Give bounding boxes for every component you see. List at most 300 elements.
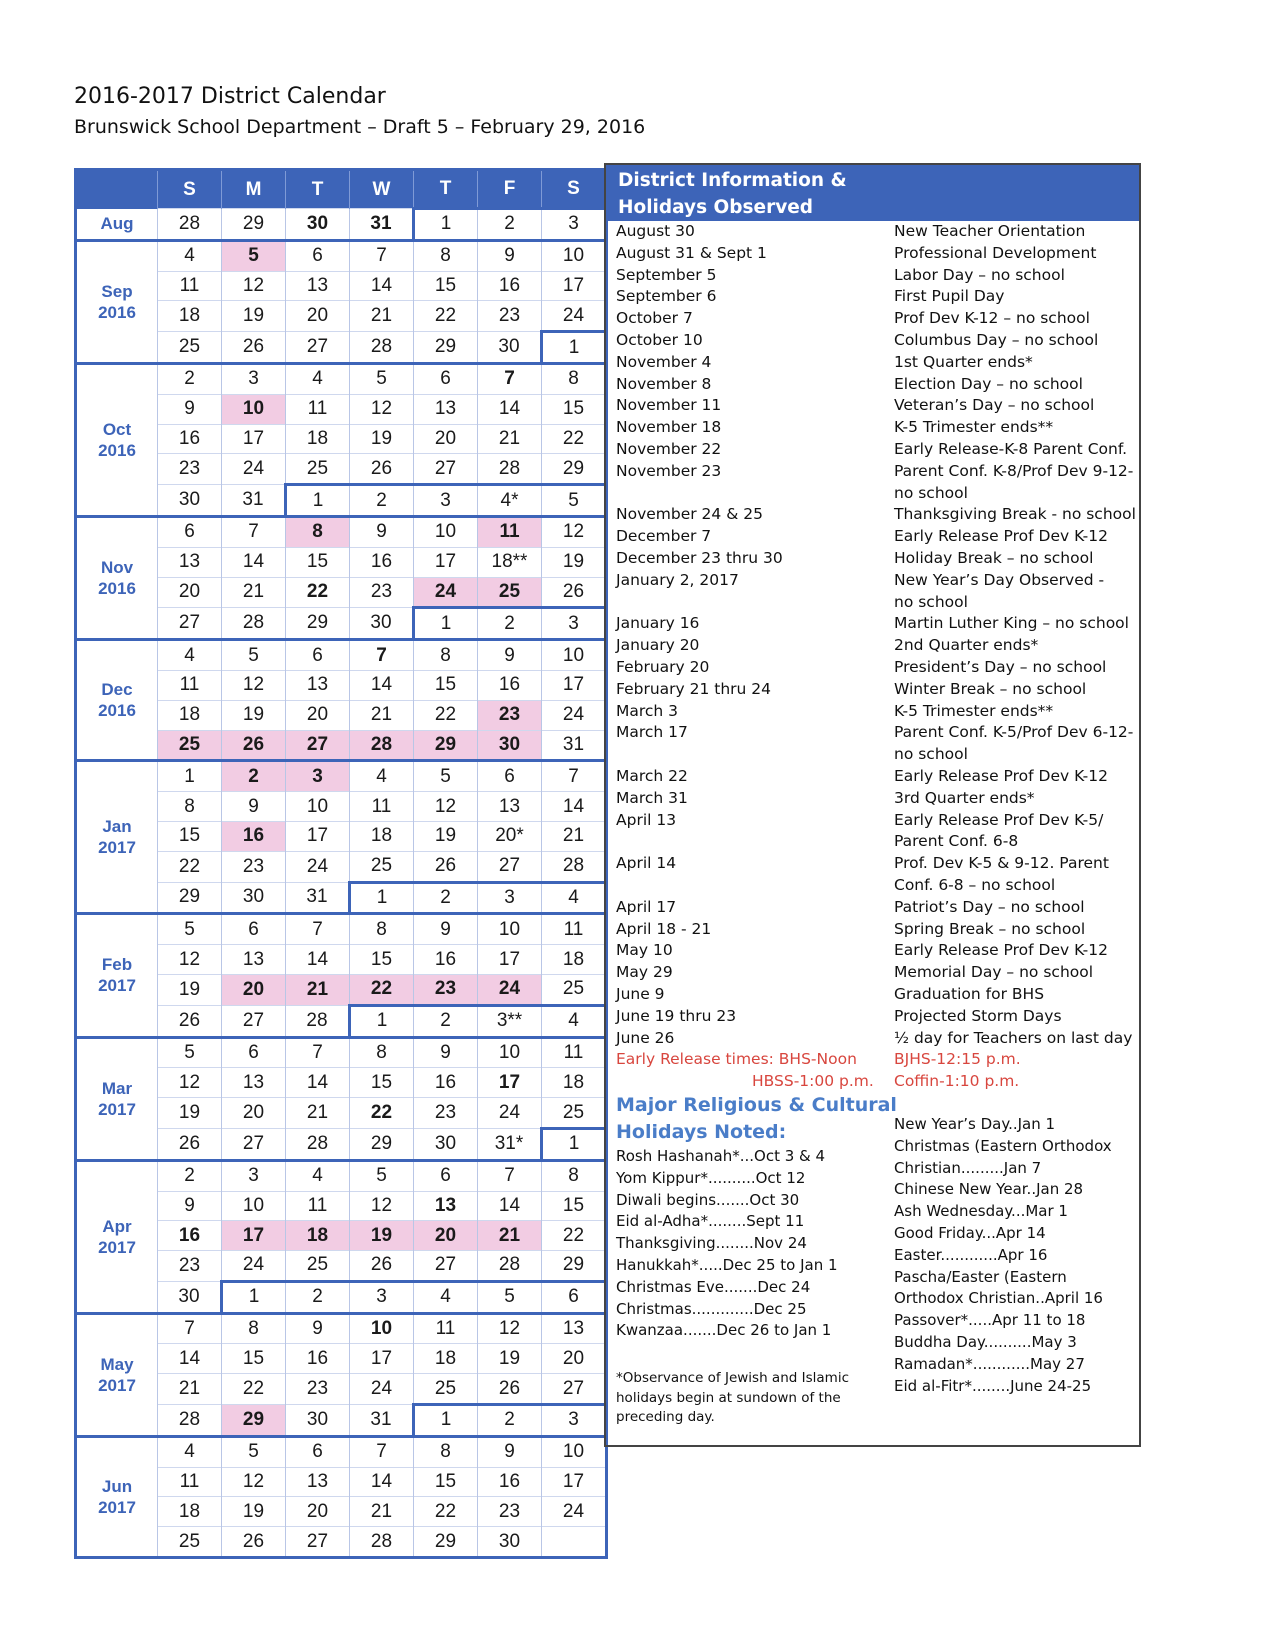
calendar-day: 22 [286,577,350,608]
calendar-day: 27 [158,608,222,640]
calendar-day: 16 [350,547,414,577]
calendar-day: 29 [222,1405,286,1437]
calendar-day: 4 [542,1005,607,1037]
calendar-day: 27 [286,332,350,364]
calendar-day: 16 [478,670,542,700]
calendar-day: 13 [414,394,478,424]
event-date: November 24 & 25 [616,505,763,524]
calendar-day: 23 [478,700,542,730]
event-date: January 20 [616,636,700,655]
calendar-day: 19 [350,1221,414,1251]
note-line: preceding day. [616,1409,715,1425]
calendar-day: 8 [542,1160,607,1191]
event-date: March 22 [616,767,688,785]
calendar-day: 30 [478,730,542,761]
event-date: November 23 [616,461,722,480]
religious-holidays-heading [616,1092,897,1146]
calendar-day: 14 [478,1191,542,1221]
calendar-day: 3 [222,1160,286,1191]
calendar-day: 20* [478,821,542,851]
calendar-day: 9 [414,1037,478,1068]
calendar-day: 13 [414,1191,478,1221]
calendar-day: 14 [286,945,350,975]
calendar-day: 23 [222,851,286,882]
calendar-day: 14 [350,670,414,700]
page-title: 2016-2017 District Calendar [74,84,386,109]
calendar-day: 16 [414,1068,478,1098]
calendar-day: 27 [222,1128,286,1160]
calendar-day: 15 [286,547,350,577]
calendar-day: 26 [158,1128,222,1160]
month-label: Apr 2017 [76,1160,158,1313]
calendar-day: 2 [286,1281,350,1313]
early-release-text: BJHS-12:15 p.m. [894,1050,1021,1068]
calendar-day: 4 [286,1160,350,1191]
calendar-day: 29 [222,209,286,241]
note-line: holidays begin at sundown of the [616,1389,841,1406]
calendar-day: 9 [478,640,542,671]
calendar-day: 5 [478,1281,542,1313]
calendar-day: 14 [478,394,542,424]
calendar-day: 20 [286,700,350,730]
religious-holiday: Christmas.............Dec 25 [616,1299,807,1318]
calendar-day: 5 [222,240,286,271]
event-description: Thanksgiving Break - no school [894,505,1136,524]
calendar-day: 26 [414,851,478,882]
calendar-day: 22 [350,974,414,1005]
calendar-day: 29 [414,1527,478,1558]
calendar-day: 27 [478,851,542,882]
calendar-day: 5 [222,1436,286,1467]
calendar-day: 9 [222,792,286,822]
calendar-day: 7 [286,914,350,945]
calendar-day: 30 [222,882,286,914]
calendar-day: 1 [414,209,478,241]
calendar-day: 25 [158,332,222,364]
calendar-day: 15 [222,1344,286,1374]
calendar-day: 7 [286,1037,350,1068]
calendar-day: 1 [286,485,350,517]
month-label: Feb 2017 [76,914,158,1037]
event-date: January 16 [616,614,700,633]
calendar-day: 29 [542,1251,607,1282]
calendar-day: 24 [542,301,607,332]
calendar-day: 6 [158,516,222,547]
event-description: Prof. Dev K-5 & 9-12. Parent [894,854,1109,873]
calendar-day: 21 [478,424,542,454]
month-label: Aug [76,209,158,241]
calendar-day: 24 [542,1497,607,1527]
calendar-day: 19 [414,821,478,851]
district-info-heading [606,165,1139,221]
event-description: First Pupil Day [894,287,1005,306]
religious-holiday: Passover*.....Apr 11 to 18 [894,1311,1086,1330]
calendar-day: 19 [350,424,414,454]
event-date: November 22 [616,440,722,458]
calendar-day: 10 [542,240,607,271]
calendar-day: 29 [350,1128,414,1160]
calendar-day: 26 [542,577,607,608]
calendar-day: 24 [222,454,286,485]
event-description: Memorial Day – no school [894,963,1094,982]
calendar-day: 4 [414,1281,478,1313]
calendar-day: 8 [414,640,478,671]
event-date: October 7 [616,309,693,328]
event-description: Election Day – no school [894,374,1083,393]
calendar-day: 22 [222,1374,286,1405]
religious-holiday: Eid al-Fitr*........June 24-25 [894,1376,1092,1395]
calendar-day: 6 [414,363,478,394]
calendar-day: 15 [350,945,414,975]
calendar-day: 20 [542,1344,607,1374]
religious-holiday: Eid al-Adha*........Sept 11 [616,1212,805,1231]
calendar-day: 3 [414,485,478,517]
event-date: April 18 - 21 [616,919,712,938]
calendar-day: 4 [542,882,607,914]
calendar-day: 17 [222,1221,286,1251]
event-date: September 5 [616,265,717,284]
calendar-day: 2 [414,1005,478,1037]
calendar-day: 1 [350,1005,414,1037]
weekday-header-row [76,170,607,209]
event-date: November 11 [616,396,722,415]
event-description: Projected Storm Days [894,1006,1062,1025]
calendar-day: 30 [158,1281,222,1313]
event-date: April 13 [616,810,677,829]
calendar-day: 19 [222,1497,286,1527]
event-date: August 30 [616,222,695,240]
weekday-header: T [286,170,350,209]
calendar-day: 25 [542,974,607,1005]
calendar-day: 15 [542,1191,607,1221]
calendar-day: 2 [478,608,542,640]
calendar-day: 21 [542,821,607,851]
calendar-day: 2 [350,485,414,517]
calendar-day: 16 [478,1467,542,1497]
calendar-day: 4 [158,640,222,671]
calendar-day: 18 [350,821,414,851]
calendar-day: 29 [542,454,607,485]
calendar-day: 28 [542,851,607,882]
event-date: April 14 [616,854,677,873]
week-row [76,761,607,792]
weekday-header: S [158,170,222,209]
calendar-day: 19 [542,547,607,577]
calendar-day: 31 [350,209,414,241]
calendar-day: 30 [414,1128,478,1160]
calendar-day: 3 [350,1281,414,1313]
calendar-day: 18 [286,424,350,454]
event-description: K-5 Trimester ends** [894,701,1054,720]
week-row [76,363,607,394]
calendar-day: 28 [478,454,542,485]
event-description: Patriot’s Day – no school [894,897,1085,916]
calendar-day: 11 [350,792,414,822]
calendar-day: 17 [478,945,542,975]
calendar-day: 1 [542,332,607,364]
calendar-day: 12 [542,516,607,547]
religious-holiday: Ash Wednesday...Mar 1 [894,1202,1068,1221]
calendar-day: 3 [222,363,286,394]
heading-line: Holidays Observed [618,197,814,218]
calendar-day: 13 [542,1313,607,1344]
week-row [76,1037,607,1068]
calendar-day: 18 [286,1221,350,1251]
religious-holiday: Buddha Day..........May 3 [894,1333,1077,1351]
event-description: 2nd Quarter ends* [894,636,1039,655]
calendar-day: 30 [158,485,222,517]
calendar-day: 25 [286,454,350,485]
weekday-header: M [222,170,286,209]
calendar-day: 7 [542,761,607,792]
calendar-day: 9 [414,914,478,945]
calendar-day: 13 [286,670,350,700]
calendar-day: 3 [542,1405,607,1437]
calendar-day: 18 [158,1497,222,1527]
event-description: Conf. 6-8 – no school [894,876,1056,894]
calendar-day: 16 [478,271,542,301]
calendar-day: 7 [350,240,414,271]
event-date: February 21 thru 24 [616,679,772,698]
calendar-day: 18 [542,945,607,975]
week-row [76,1160,607,1191]
calendar-day: 14 [350,1467,414,1497]
calendar-day: 17 [542,1467,607,1497]
calendar-day: 30 [478,1527,542,1558]
calendar-day: 5 [414,761,478,792]
calendar-day: 13 [222,945,286,975]
week-row [76,914,607,945]
calendar-day: 23 [350,577,414,608]
calendar-day: 30 [350,608,414,640]
calendar-day: 2 [158,363,222,394]
calendar-day: 27 [286,1527,350,1558]
event-description: no school [894,483,968,502]
calendar-day: 28 [286,1128,350,1160]
calendar-day: 12 [350,394,414,424]
note-line: *Observance of Jewish and Islamic [616,1370,849,1386]
calendar-day: 4 [158,1436,222,1467]
event-date: March 17 [616,723,688,742]
heading-line: Holidays Noted: [616,1121,787,1143]
calendar-day: 2 [478,209,542,241]
event-description: President’s Day – no school [894,658,1107,676]
calendar-day: 25 [542,1098,607,1129]
calendar-day: 10 [542,1436,607,1467]
calendar-day: 10 [286,792,350,822]
calendar-day: 16 [222,821,286,851]
calendar-day: 20 [222,974,286,1005]
calendar-day: 22 [542,1221,607,1251]
calendar-day: 5 [350,363,414,394]
calendar-day: 12 [222,670,286,700]
calendar-day: 1 [350,882,414,914]
calendar-day: 4 [350,761,414,792]
calendar-day: 19 [158,1098,222,1129]
calendar-day: 22 [542,424,607,454]
event-date: June 26 [616,1028,675,1047]
event-date: June 19 thru 23 [616,1006,737,1025]
month-label: Jun 2017 [76,1436,158,1557]
calendar-day: 9 [158,1191,222,1221]
event-description: New Year’s Day Observed - [894,570,1105,589]
calendar-day: 10 [350,1313,414,1344]
calendar-day: 22 [414,700,478,730]
calendar-day: 8 [286,516,350,547]
calendar-day: 7 [350,1436,414,1467]
calendar-day: 10 [222,394,286,424]
calendar-day: 8 [414,1436,478,1467]
calendar-day: 12 [222,1467,286,1497]
calendar-day: 9 [478,240,542,271]
calendar-day: 18 [414,1344,478,1374]
event-description: K-5 Trimester ends** [894,418,1054,437]
religious-holiday: Kwanzaa.......Dec 26 to Jan 1 [616,1321,832,1340]
event-description: New Teacher Orientation [894,222,1086,240]
observance-note [616,1369,849,1428]
calendar-day: 23 [414,1098,478,1129]
calendar-day: 31* [478,1128,542,1160]
calendar-day: 15 [414,1467,478,1497]
calendar-day: 17 [350,1344,414,1374]
calendar-day: 17 [542,670,607,700]
month-label: Sep 2016 [76,240,158,363]
calendar-day: 19 [222,301,286,332]
calendar-day: 1 [222,1281,286,1313]
religious-holiday: Christmas Eve.......Dec 24 [616,1277,811,1296]
calendar-day: 26 [350,454,414,485]
calendar-day: 12 [158,1068,222,1098]
weekday-header: S [542,170,607,209]
heading-line: District Information & [618,170,847,191]
month-label: Jan 2017 [76,761,158,914]
calendar-blank-cell [542,1527,607,1558]
calendar-day: 22 [350,1098,414,1129]
calendar-day: 10 [478,1037,542,1068]
calendar-day: 24 [478,974,542,1005]
calendar-day: 12 [478,1313,542,1344]
religious-holiday: Rosh Hashanah*...Oct 3 & 4 [616,1147,826,1165]
event-date: May 10 [616,941,673,960]
calendar-day: 7 [478,1160,542,1191]
event-description: Parent Conf. K-8/Prof Dev 9-12- [894,461,1134,480]
week-row [76,516,607,547]
calendar-day: 23 [414,974,478,1005]
calendar-day: 12 [350,1191,414,1221]
calendar-day: 24 [286,851,350,882]
calendar-day: 23 [158,454,222,485]
calendar-day: 1 [542,1128,607,1160]
calendar-day: 29 [158,882,222,914]
event-description: Professional Development [894,243,1097,262]
calendar-day: 16 [286,1344,350,1374]
event-date: December 7 [616,527,712,546]
calendar-day: 3** [478,1005,542,1037]
page-subtitle: Brunswick School Department – Draft 5 – February 29, 2016 [74,116,646,138]
calendar-day: 6 [414,1160,478,1191]
calendar-day: 6 [286,240,350,271]
calendar-day: 11 [158,1467,222,1497]
calendar-day: 14 [158,1344,222,1374]
event-date: September 6 [616,287,717,306]
religious-holiday: Ramadan*............May 27 [894,1354,1085,1373]
event-description: Parent Conf. K-5/Prof Dev 6-12- [894,723,1134,742]
event-description: Early Release Prof Dev K-12 [894,767,1108,785]
calendar-day: 21 [478,1221,542,1251]
calendar-day: 8 [542,363,607,394]
calendar-day: 17 [286,821,350,851]
calendar-day: 23 [158,1251,222,1282]
event-description: Early Release Prof Dev K-5/ [894,810,1104,829]
calendar-day: 28 [286,1005,350,1037]
calendar-day: 27 [414,1251,478,1282]
calendar-day: 21 [286,974,350,1005]
event-description: 1st Quarter ends* [894,352,1033,371]
calendar-day: 7 [222,516,286,547]
calendar-day: 13 [478,792,542,822]
calendar-day: 21 [158,1374,222,1405]
event-description: Graduation for BHS [894,985,1045,1003]
calendar-day: 28 [158,1405,222,1437]
calendar-day: 9 [478,1436,542,1467]
month-column-header [76,170,158,209]
event-date: November 4 [616,352,712,371]
event-description: Labor Day – no school [894,265,1065,284]
calendar-day: 29 [414,332,478,364]
calendar-day: 23 [478,301,542,332]
month-label: May 2017 [76,1313,158,1436]
event-date: October 10 [616,331,703,349]
calendar-day: 5 [158,1037,222,1068]
calendar-day: 24 [350,1374,414,1405]
calendar-day: 29 [286,608,350,640]
calendar-day: 5 [542,485,607,517]
calendar-day: 11 [478,516,542,547]
month-label: Nov 2016 [76,516,158,639]
event-date: February 20 [616,658,710,676]
calendar-day: 13 [222,1068,286,1098]
calendar-day: 5 [350,1160,414,1191]
calendar-day: 26 [350,1251,414,1282]
calendar-day: 21 [222,577,286,608]
calendar-day: 1 [158,761,222,792]
calendar-day: 6 [542,1281,607,1313]
calendar-day: 22 [414,301,478,332]
week-row [76,240,607,271]
calendar-day: 15 [414,271,478,301]
early-release-text: Coffin-1:10 p.m. [894,1072,1020,1090]
calendar-day: 8 [222,1313,286,1344]
religious-holiday: Good Friday...Apr 14 [894,1224,1046,1242]
calendar-day: 28 [158,209,222,241]
calendar-day: 8 [350,1037,414,1068]
heading-line: Major Religious & Cultural [616,1094,897,1116]
calendar-day: 19 [222,700,286,730]
calendar-day: 13 [286,1467,350,1497]
calendar-day: 6 [286,640,350,671]
calendar-day: 23 [478,1497,542,1527]
event-description: Early Release-K-8 Parent Conf. [894,440,1128,458]
calendar-day: 10 [542,640,607,671]
calendar-day: 10 [478,914,542,945]
event-description: Holiday Break – no school [894,549,1094,567]
calendar-day: 7 [478,363,542,394]
calendar-day: 18** [478,547,542,577]
event-description: Parent Conf. 6-8 [894,832,1019,851]
calendar-day: 11 [414,1313,478,1344]
calendar-day: 25 [158,1527,222,1558]
calendar-day: 3 [542,608,607,640]
